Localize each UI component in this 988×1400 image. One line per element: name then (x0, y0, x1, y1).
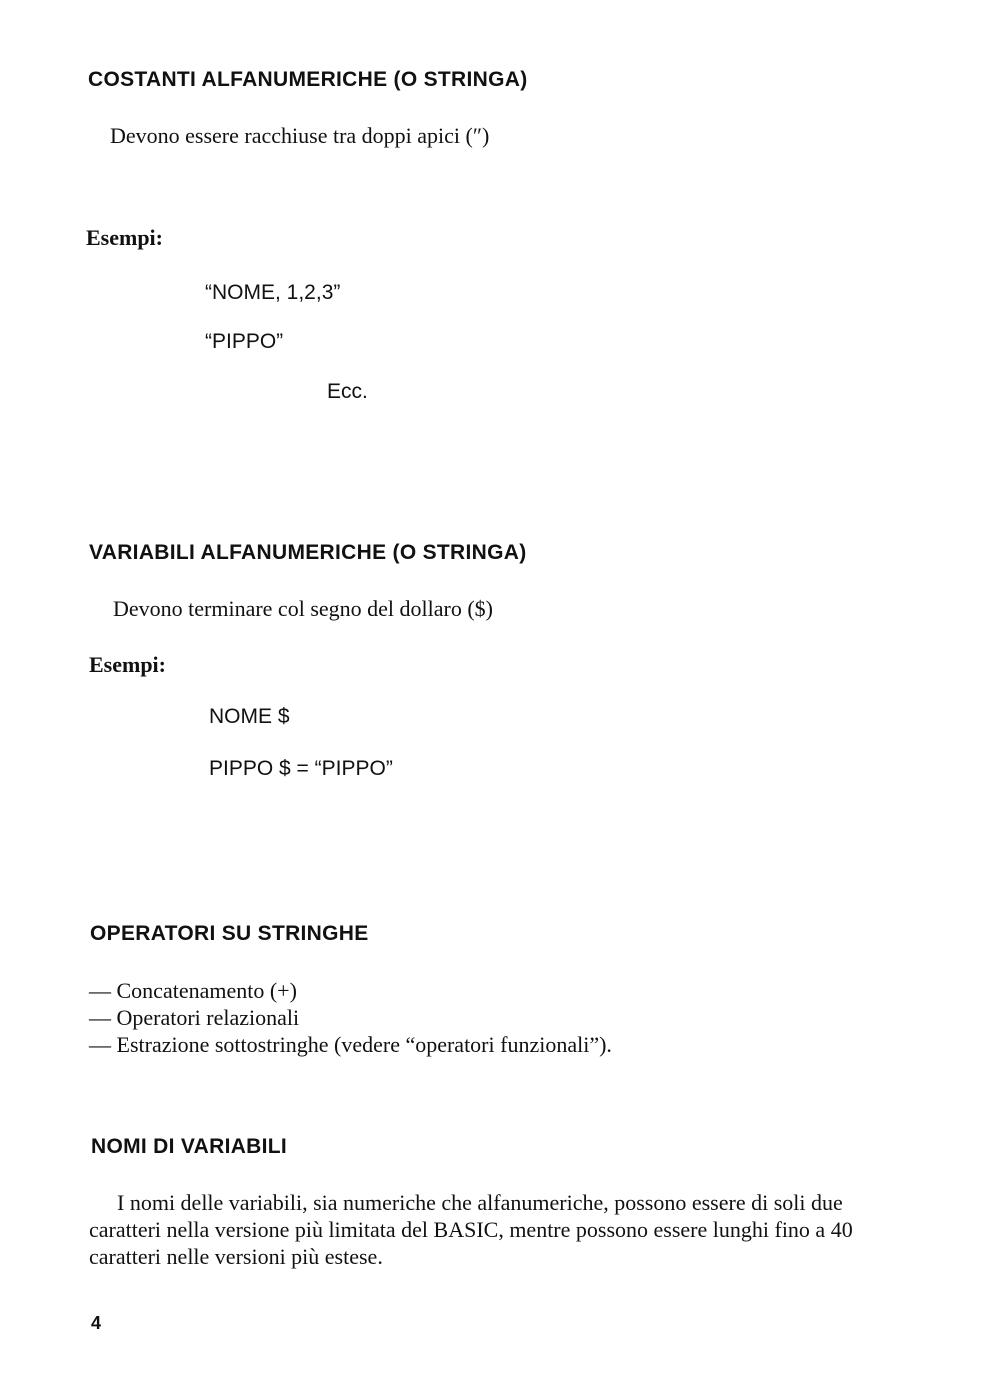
heading-operatori-su-stringhe: OPERATORI SU STRINGHE (90, 922, 369, 945)
list-item: — Concatenamento (+) (89, 978, 297, 1003)
nomi-paragraph: I nomi delle variabili, sia numeriche che alfanumeriche, possono essere di soli due caratteri nella versione più limitata del BASIC, mentre possono essere lunghi fino a 40 caratteri nelle versioni più estese. (89, 1190, 853, 1269)
heading-variabili-alfanumeriche: VARIABILI ALFANUMERICHE (O STRINGA) (89, 541, 527, 564)
costanti-example-1: “NOME, 1,2,3” (205, 281, 341, 304)
costanti-etc: Ecc. (327, 380, 368, 403)
costanti-example-2: “PIPPO” (205, 330, 284, 353)
variabili-example-2: PIPPO $ = “PIPPO” (209, 757, 393, 780)
page-number: 4 (91, 1313, 102, 1333)
variabili-examples-label: Esempi: (89, 652, 166, 677)
variabili-description: Devono terminare col segno del dollaro ($) (113, 596, 493, 621)
costanti-description: Devono essere racchiuse tra doppi apici (″) (110, 123, 490, 148)
list-item: — Operatori relazionali (89, 1005, 300, 1030)
list-item: — Estrazione sottostringhe (vedere “operatori funzionali”). (89, 1032, 612, 1057)
heading-costanti-alfanumeriche: COSTANTI ALFANUMERICHE (O STRINGA) (88, 68, 528, 91)
costanti-examples-label: Esempi: (86, 225, 163, 250)
variabili-example-1: NOME $ (209, 705, 290, 728)
operatori-list (89, 977, 612, 1058)
heading-nomi-di-variabili: NOMI DI VARIABILI (91, 1135, 288, 1158)
